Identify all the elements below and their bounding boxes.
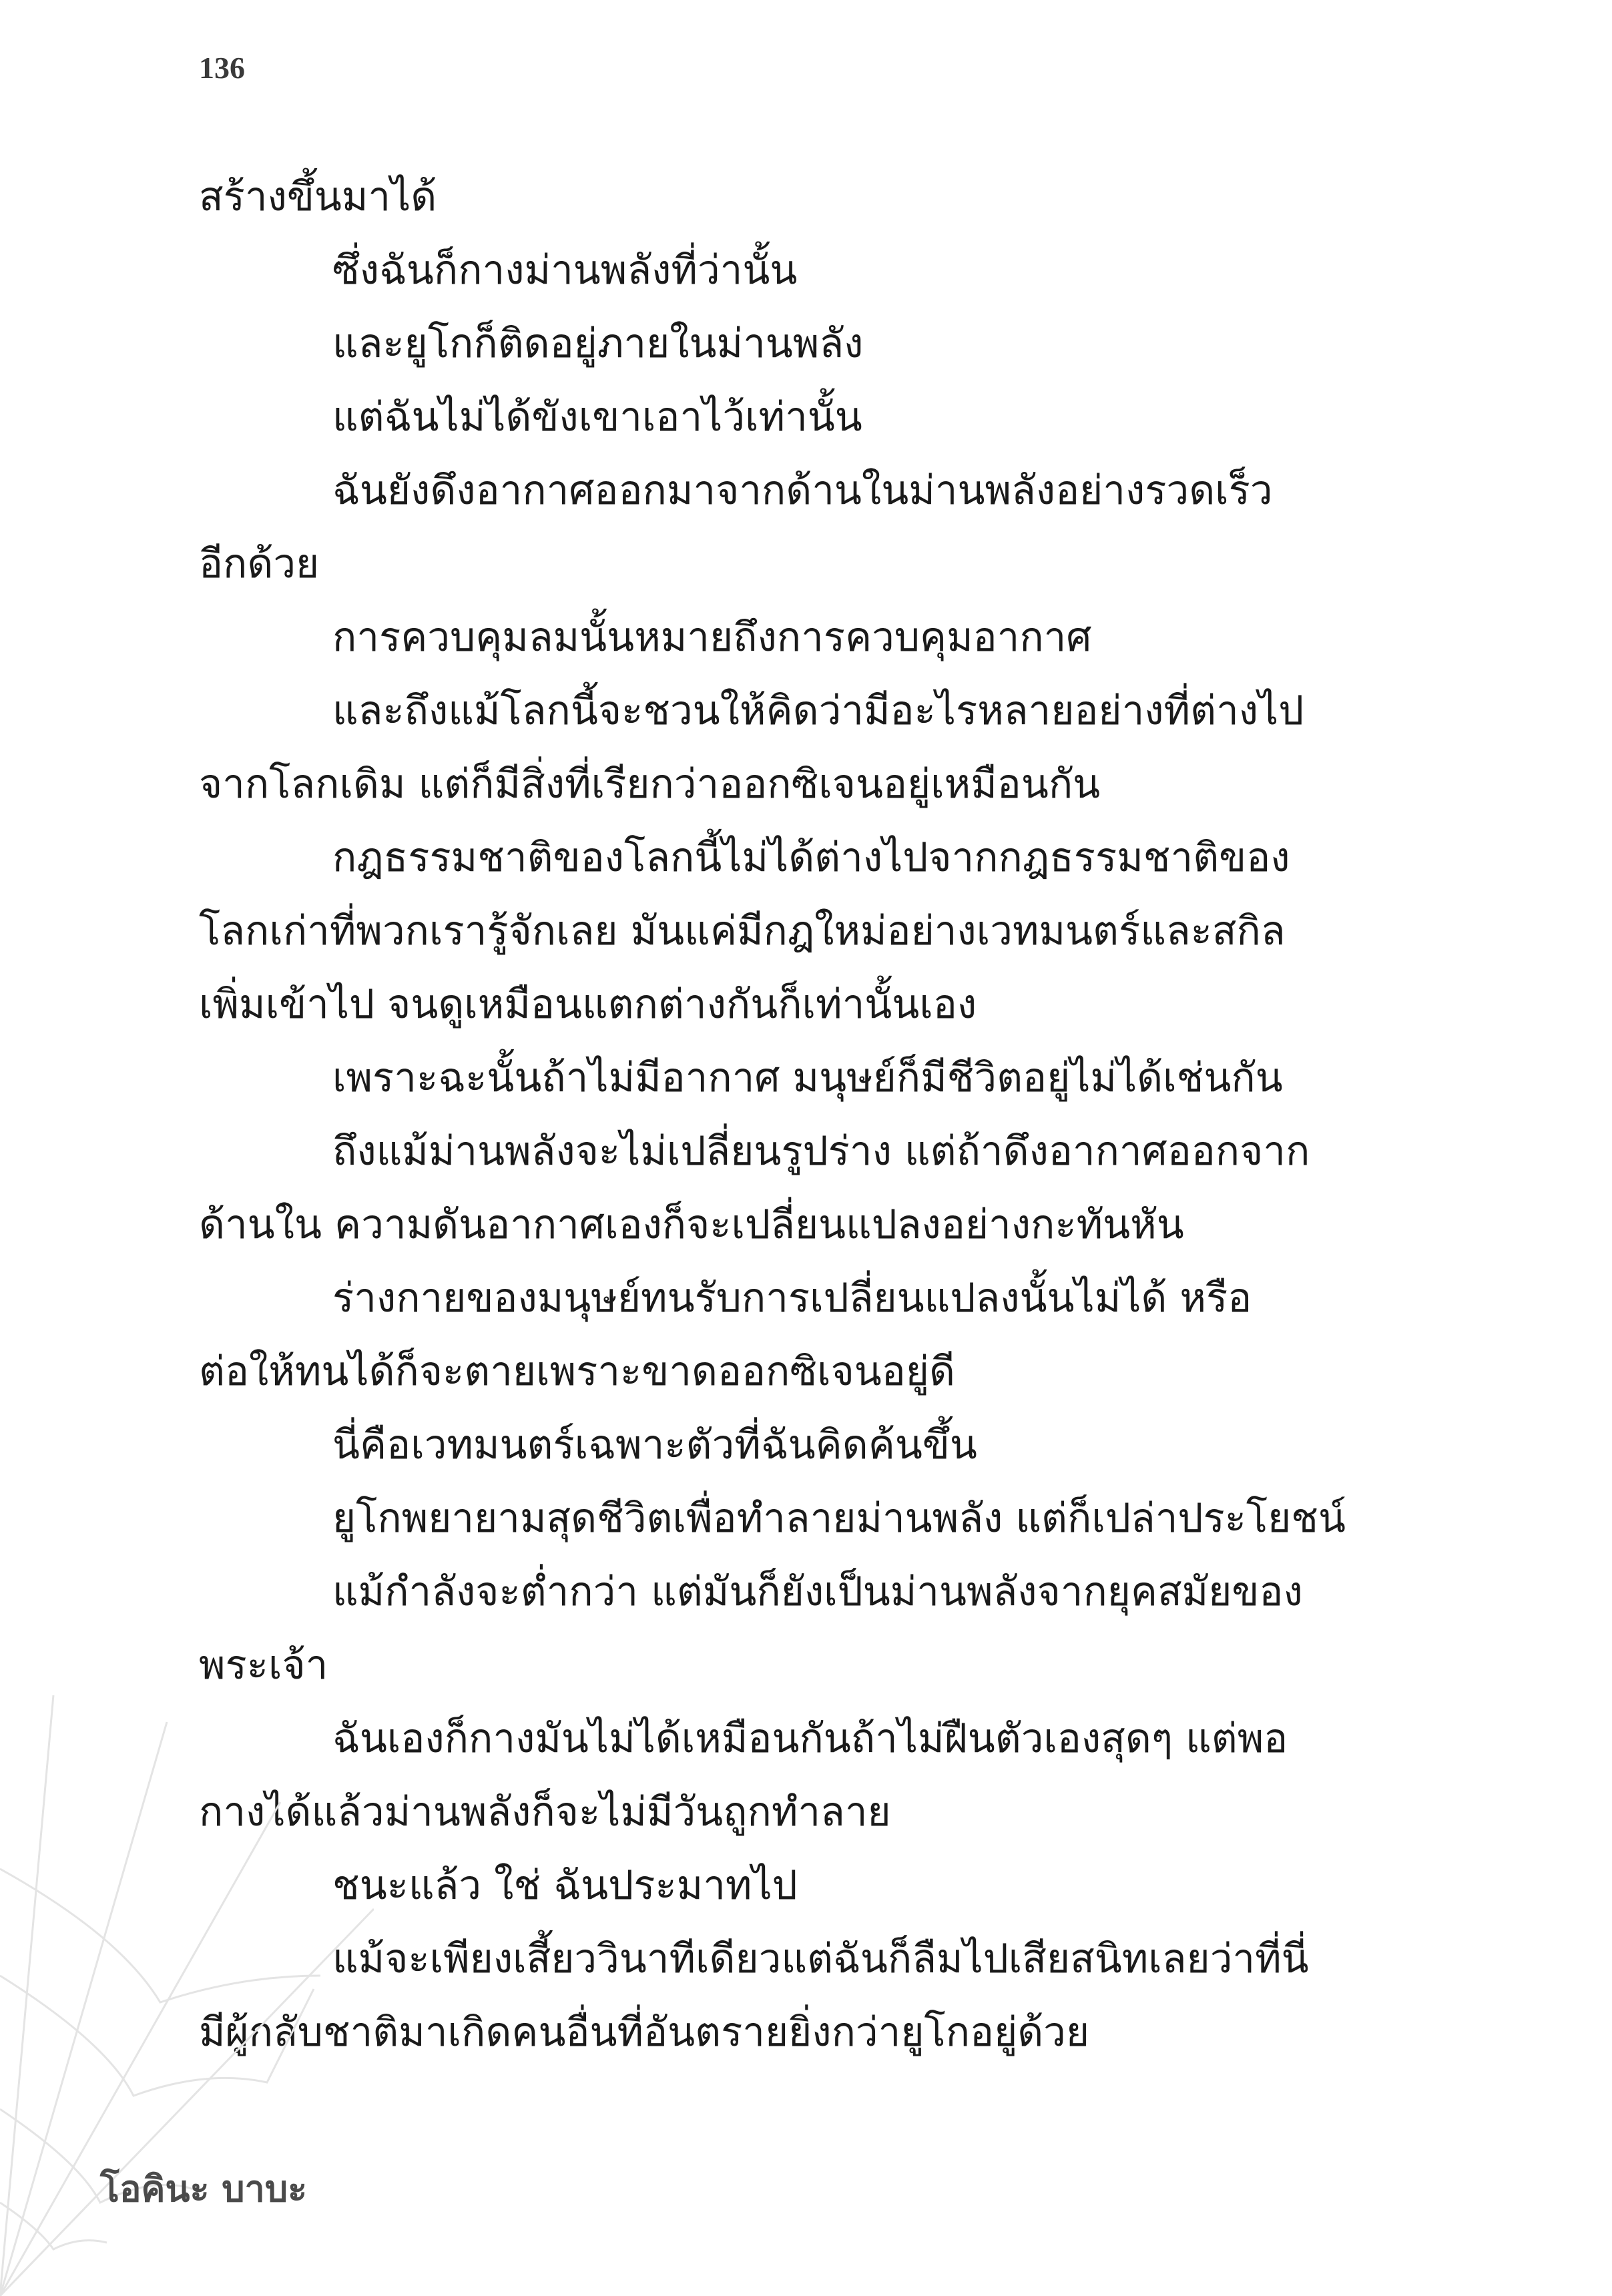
text-line: เพิ่มเข้าไป จนดูเหมือนแตกต่างกันก็เท่านั้นเอง [199,981,977,1028]
text-line: นี่คือเวทมนตร์เฉพาะตัวที่ฉันคิดค้นขึ้น [332,1422,977,1468]
text-line: ถึงแม้ม่านพลังจะไม่เปลี่ยนรูปร่าง แต่ถ้าดึงอากาศออกจาก [332,1128,1310,1175]
page-number: 136 [199,51,245,85]
text-line: อีกด้วย [199,541,320,587]
text-line: พระเจ้า [199,1642,328,1689]
text-line: และถึงแม้โลกนี้จะชวนให้คิดว่ามีอะไรหลายอย่างที่ต่างไป [332,687,1304,734]
text-line: ต่อให้ทนได้ก็จะตายเพราะขาดออกซิเจนอยู่ดี [199,1348,955,1395]
text-line: ร่างกายของมนุษย์ทนรับการเปลี่ยนแปลงนั้นไม่ได้ หรือ [332,1275,1252,1322]
text-line: สร้างขึ้นมาได้ [199,174,437,220]
text-line: แต่ฉันไม่ได้ขังเขาเอาไว้เท่านั้น [332,394,862,441]
text-line: มีผู้กลับชาติมาเกิดคนอื่นที่อันตรายยิ่งกว่ายูโกอยู่ด้วย [199,2009,1090,2056]
text-line: ด้านใน ความดันอากาศเองก็จะเปลี่ยนแปลงอย่างกะทันหัน [199,1201,1184,1248]
text-line: กางได้แล้วม่านพลังก็จะไม่มีวันถูกทำลาย [199,1789,891,1835]
text-line: ยูโกพยายามสุดชีวิตเพื่อทำลายม่านพลัง แต่ก็เปล่าประโยชน์ [332,1495,1346,1542]
text-line: ชนะแล้ว ใช่ ฉันประมาทไป [332,1862,798,1909]
text-line: โลกเก่าที่พวกเรารู้จักเลย มันแค่มีกฎใหม่อย่างเวทมนตร์และสกิล [199,908,1286,954]
text-line: ฉันเองก็กางมันไม่ได้เหมือนกันถ้าไม่ฝืนตัวเองสุดๆ แต่พอ [332,1715,1288,1762]
footer-author: โอคินะ บาบะ [100,2168,308,2210]
text-line: ฉันยังดึงอากาศออกมาจากด้านในม่านพลังอย่างรวดเร็ว [332,467,1273,514]
text-line: ซึ่งฉันก็กางม่านพลังที่ว่านั้น [332,247,798,294]
text-line: จากโลกเดิม แต่ก็มีสิ่งที่เรียกว่าออกซิเจนอยู่เหมือนกัน [199,761,1101,808]
text-line: และยูโกก็ติดอยู่ภายในม่านพลัง [332,320,864,367]
text-line: การควบคุมลมนั้นหมายถึงการควบคุมอากาศ [332,614,1092,661]
text-line: กฎธรรมชาติของโลกนี้ไม่ได้ต่างไปจากกฎธรรมชาติของ [332,834,1290,881]
text-line: แม้กำลังจะต่ำกว่า แต่มันก็ยังเป็นม่านพลังจากยุคสมัยของ [332,1568,1303,1615]
text-line: แม้จะเพียงเสี้ยววินาทีเดียวแต่ฉันก็ลืมไปเสียสนิทเลยว่าที่นี่ [332,1936,1309,1982]
body-text [199,160,1407,2069]
text-line: เพราะฉะนั้นถ้าไม่มีอากาศ มนุษย์ก็มีชีวิตอยู่ไม่ได้เช่นกัน [332,1055,1283,1101]
